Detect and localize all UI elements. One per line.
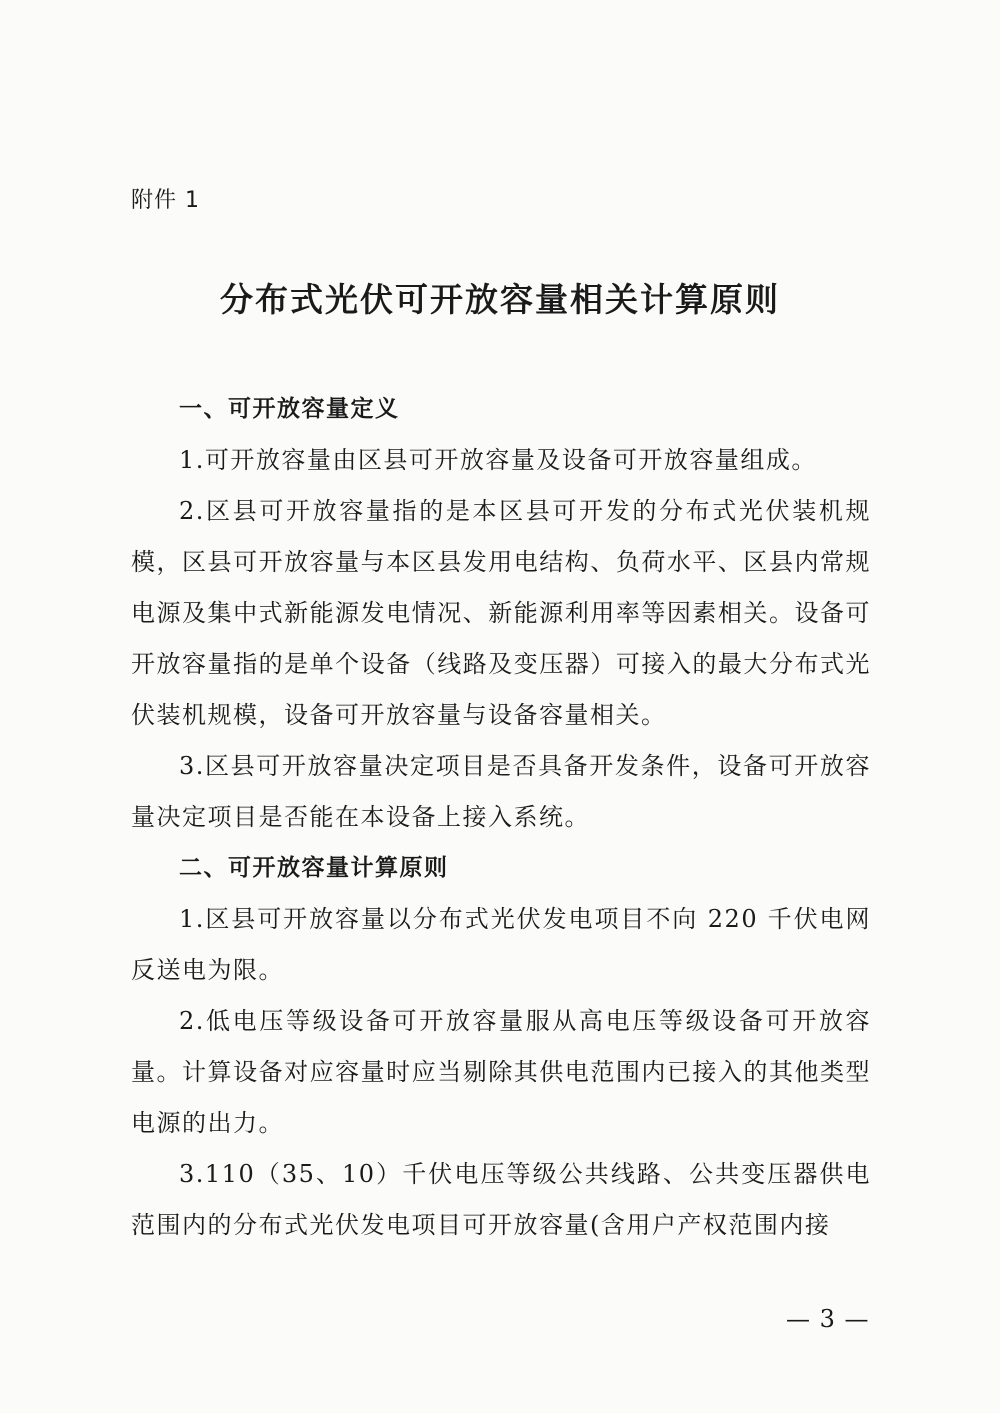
section-2-paragraph-1: 1.区县可开放容量以分布式光伏发电项目不向 220 千伏电网反送电为限。 (131, 905, 871, 984)
section-1-heading: 一、可开放容量定义 (179, 396, 400, 422)
section-2-heading: 二、可开放容量计算原则 (179, 855, 449, 881)
document-title: 分布式光伏可开放容量相关计算原则 (220, 280, 780, 319)
section-1-paragraph-2: 2.区县可开放容量指的是本区县可开发的分布式光伏装机规模，区县可开放容量与本区县发用电结构、负荷水平、区县内常规电源及集中式新能源发电情况、新能源利用率等因素相关。设备可开放容量指的是单个设备（线路及变压器）可接入的最大分布式光伏装机规模，设备可开放容量与设备容量相关。 (131, 497, 871, 729)
page-number: — 3 — (786, 1305, 870, 1333)
section-1-paragraph-1: 1.可开放容量由区县可开放容量及设备可开放容量组成。 (179, 446, 817, 474)
attachment-label: 附件 1 (131, 188, 200, 213)
section-1-paragraph-3: 3.区县可开放容量决定项目是否具备开发条件，设备可开放容量决定项目是否能在本设备上接入系统。 (131, 752, 871, 831)
section-2-paragraph-3: 3.110（35、10）千伏电压等级公共线路、公共变压器供电范围内的分布式光伏发电项目可开放容量(含用户产权范围内接 (131, 1160, 871, 1239)
document-body (131, 384, 871, 1251)
section-2-paragraph-2: 2.低电压等级设备可开放容量服从高电压等级设备可开放容量。计算设备对应容量时应当剔除其供电范围内已接入的其他类型电源的出力。 (131, 1007, 871, 1137)
